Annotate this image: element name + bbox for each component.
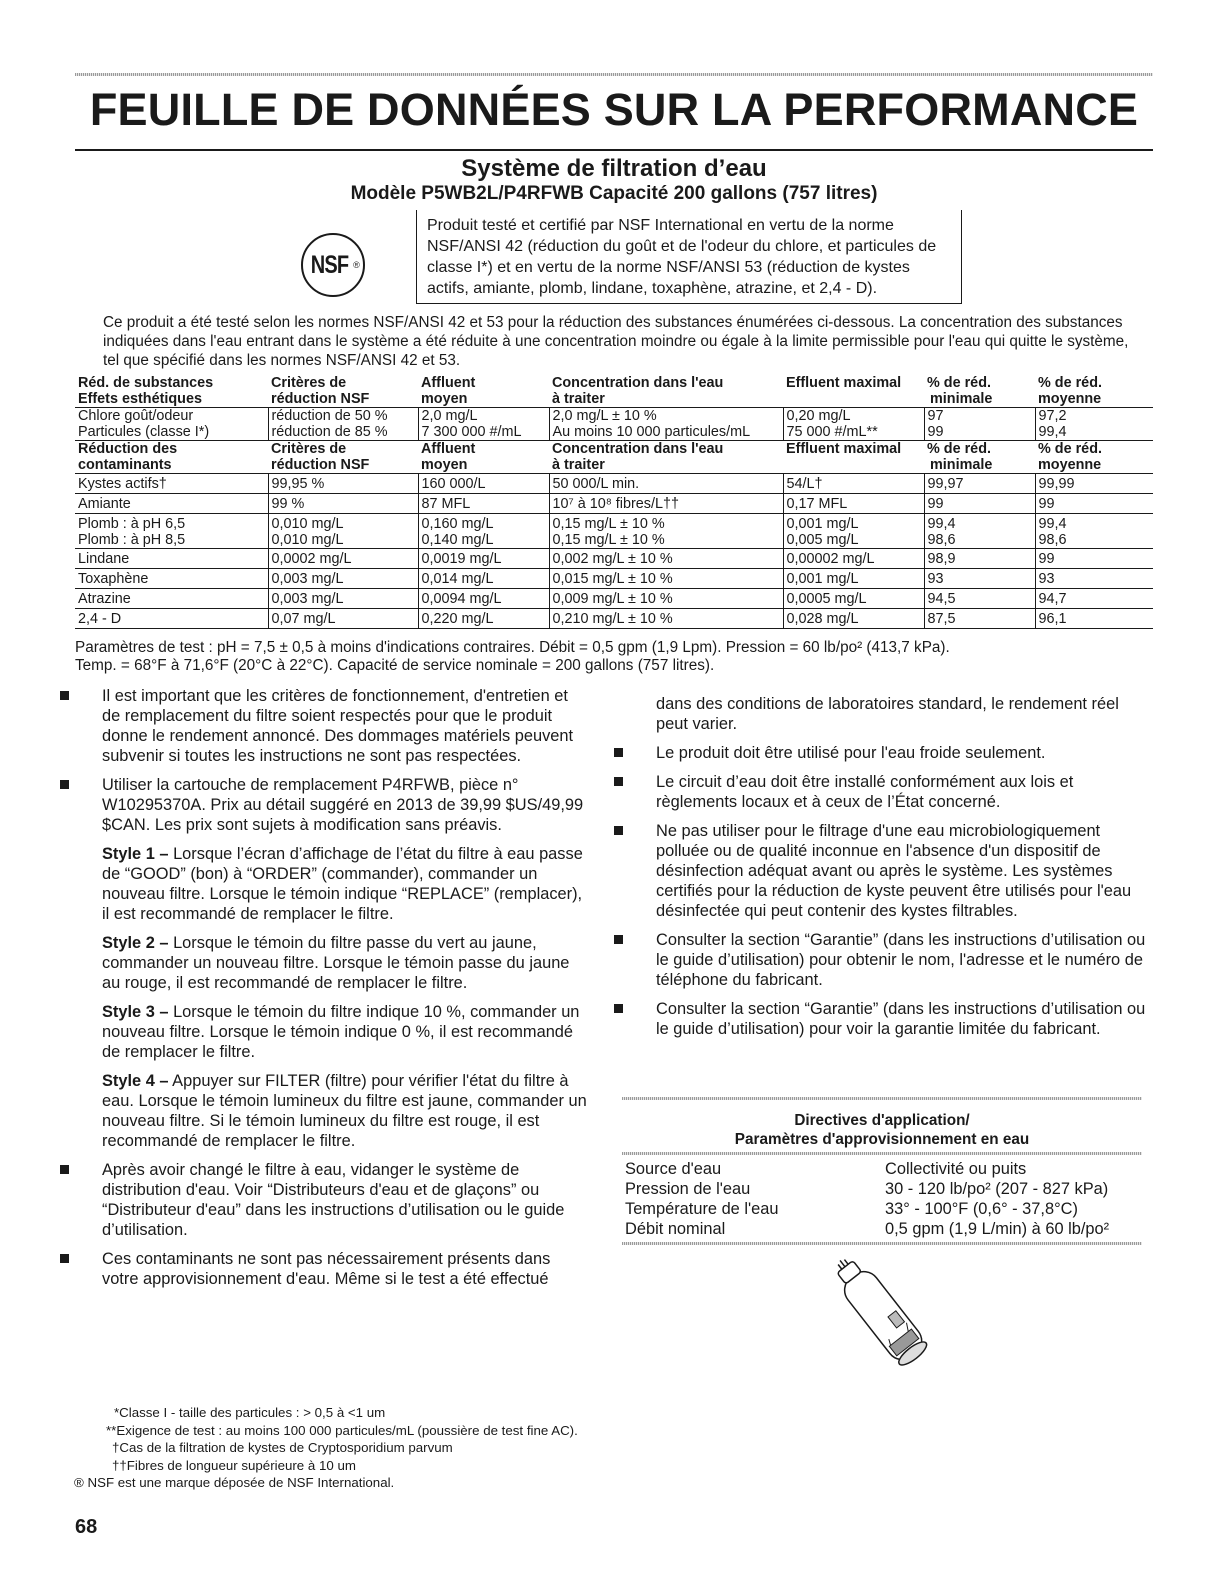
table-cell: 87 MFL <box>418 494 549 514</box>
directives-subtitle: Paramètres d'approvisionnement en eau <box>734 1131 1030 1148</box>
header-cell: minimale <box>930 391 993 407</box>
right-column <box>614 694 1154 1048</box>
table-cell: 7 300 000 #/mL <box>421 424 522 440</box>
top-dotted-rule <box>75 73 1153 76</box>
bullet-icon <box>614 935 623 944</box>
table-cell: 50 000/L min. <box>549 474 783 494</box>
table-cell: 54/L† <box>783 474 924 494</box>
table-cell: 99 % <box>268 494 418 514</box>
table-cell: Plomb : à pH 8,5 <box>78 532 186 548</box>
dotted-rule <box>622 1242 1142 1245</box>
table-cell: Amiante <box>75 494 268 514</box>
table-cell: 0,20 mg/L <box>786 408 851 424</box>
footnote: ® NSF est une marque déposée de NSF International. <box>74 1475 395 1490</box>
filter-cartridge-icon <box>810 1258 960 1378</box>
list-item <box>614 743 1154 763</box>
header-cell: Réd. de substances <box>78 375 214 391</box>
table-cell: 0,015 mg/L ± 10 % <box>549 569 783 589</box>
table-cell: 96,1 <box>1035 609 1153 629</box>
bullet-icon <box>60 1165 69 1174</box>
header-cell: contaminants <box>78 457 172 473</box>
table-cell: 0,17 MFL <box>783 494 924 514</box>
table-row <box>75 609 1153 629</box>
directive-value: 0,5 gpm (1,9 L/min) à 60 lb/po² <box>885 1220 1110 1238</box>
style-text: Lorsque le témoin du filtre indique 10 %, commander un nouveau filtre. Lorsque le témoin indique 0 %, il est recommandé de remplacer le filtre. <box>102 1003 580 1061</box>
list-item <box>60 775 590 835</box>
style-1-paragraph <box>60 844 590 924</box>
list-item-text: Le circuit d’eau doit être installé conformément aux lois et règlements locaux et à ceux de l’État concerné. <box>656 773 1074 811</box>
header-cell: moyenne <box>1038 457 1102 473</box>
table-cell: 0,210 mg/L ± 10 % <box>549 609 783 629</box>
list-item-text: Consulter la section “Garantie” (dans les instructions d’utilisation ou le guide d’utilisation) pour obtenir le nom, l'adresse et le numéro de téléphone du fabricant. <box>656 931 1146 989</box>
header-cell: Concentration dans l'eau <box>552 375 724 391</box>
footnotes <box>74 1404 874 1492</box>
list-item <box>60 686 590 766</box>
header-cell: Affluent <box>421 375 476 391</box>
header-cell: Concentration dans l'eau <box>552 441 724 457</box>
header-cell: Critères de <box>271 375 347 391</box>
certification-box: Produit testé et certifié par NSF International en vertu de la norme NSF/ANSI 42 (réduction du goût et de l'odeur du chlore, et particules de classe I*) et en vertu de la norme NSF/ANSI 53 (réduction de kystes actifs, amiante, plomb, lindane, toxaphène, atrazine, et 2,4 - D). <box>416 210 962 304</box>
style-4-paragraph <box>60 1071 590 1151</box>
table-cell: Lindane <box>75 549 268 569</box>
bullet-icon <box>614 748 623 757</box>
table-cell: 0,00002 mg/L <box>783 549 924 569</box>
bullet-icon <box>614 777 623 786</box>
style-3-paragraph <box>60 1002 590 1062</box>
header-cell: Effluent maximal <box>786 375 902 391</box>
directive-row <box>622 1219 1142 1239</box>
table-cell: 0,160 mg/L <box>421 516 494 532</box>
page-title: FEUILLE DE DONNÉES SUR LA PERFORMANCE <box>89 84 1139 135</box>
list-item-text: Utiliser la cartouche de remplacement P4RFWB, pièce n° W10295370A. Prix au détail suggéré en 2013 de 39,99 $US/49,99 $CAN. Les prix sont sujets à modification sans préavis. <box>102 776 584 834</box>
nsf-logo-text: NSF <box>310 250 349 279</box>
table-cell: 0,220 mg/L <box>418 609 549 629</box>
table-cell: 2,4 - D <box>75 609 268 629</box>
table-cell: 99,97 <box>924 474 1035 494</box>
table-cell: 99,99 <box>1035 474 1153 494</box>
header-cell: réduction NSF <box>271 457 370 473</box>
style-label: Style 1 – <box>102 845 169 863</box>
list-item-text: Ces contaminants ne sont pas nécessairement présents dans votre approvisionnement d'eau. Même si le test a été effectué <box>102 1250 551 1288</box>
list-item <box>614 930 1154 990</box>
list-item-text: Après avoir changé le filtre à eau, vidanger le système de distribution d'eau. Voir “Distributeurs d'eau et de glaçons” ou “Distributeur d'eau” dans les instructions d’utilisation ou le guide d’utilisation. <box>102 1161 565 1239</box>
table-cell: 0,15 mg/L ± 10 % <box>552 516 665 532</box>
list-item <box>614 821 1154 921</box>
style-label: Style 3 – <box>102 1003 169 1021</box>
table-row <box>75 408 1153 441</box>
header-cell: % de réd. <box>927 375 991 391</box>
style-text: Appuyer sur FILTER (filtre) pour vérifier l'état du filtre à eau. Lorsque le témoin lumineux du filtre est jaune, commander un nouveau filtre. Si le témoin lumineux du filtre est rouge, il est recommandé de remplacer le filtre. <box>102 1072 587 1150</box>
footnote: **Exigence de test : au moins 100 000 particules/mL (poussière de test fine AC). <box>106 1422 578 1438</box>
table-cell: 99,4 <box>927 516 956 532</box>
table-cell: 10⁷ à 10⁸ fibres/L†† <box>549 494 783 514</box>
table-cell: 93 <box>924 569 1035 589</box>
table-cell: 0,140 mg/L <box>421 532 494 548</box>
table-cell: 99 <box>1035 549 1153 569</box>
header-cell: Réduction des <box>78 441 178 457</box>
table-cell: 97,2 <box>1038 408 1067 424</box>
application-directives <box>622 1097 1142 1245</box>
table-cell: 0,005 mg/L <box>786 532 859 548</box>
table-cell: Atrazine <box>75 589 268 609</box>
style-text: Lorsque le témoin du filtre passe du vert au jaune, commander un nouveau filtre. Lorsque le témoin passe du jaune au rouge, il est recommandé de remplacer le filtre. <box>102 934 570 992</box>
table-cell: 0,010 mg/L <box>271 532 344 548</box>
table-cell: 99,95 % <box>268 474 418 494</box>
table-row <box>75 474 1153 494</box>
header-cell: Affluent <box>421 441 476 457</box>
table-cell: 98,6 <box>1038 532 1067 548</box>
table-cell: Au moins 10 000 particules/mL <box>552 424 751 440</box>
table-cell: 0,009 mg/L ± 10 % <box>549 589 783 609</box>
table-cell: 0,003 mg/L <box>268 569 418 589</box>
table-cell: Chlore goût/odeur <box>78 408 194 424</box>
header-cell: minimale <box>930 457 993 473</box>
header-cell: % de réd. <box>1038 375 1102 391</box>
table-cell: Kystes actifs† <box>75 474 268 494</box>
bullet-icon <box>60 691 69 700</box>
style-2-paragraph <box>60 933 590 993</box>
test-parameters <box>75 639 1153 675</box>
dotted-rule <box>622 1152 1142 1155</box>
bullet-icon <box>614 826 623 835</box>
list-item-text: Le produit doit être utilisé pour l'eau froide seulement. <box>656 744 1046 762</box>
table-cell: 99 <box>924 494 1035 514</box>
table-cell: 94,5 <box>924 589 1035 609</box>
table-cell: 0,0019 mg/L <box>418 549 549 569</box>
footnote: †Cas de la filtration de kystes de Cryptosporidium parvum <box>112 1440 453 1455</box>
table-cell: 0,014 mg/L <box>418 569 549 589</box>
header-cell: réduction NSF <box>271 391 370 407</box>
directives-rows <box>622 1159 1142 1239</box>
header-cell: à traiter <box>552 457 605 473</box>
table-cell: 0,010 mg/L <box>271 516 344 532</box>
bullet-icon <box>60 780 69 789</box>
table-row <box>75 514 1153 549</box>
table-cell: 160 000/L <box>418 474 549 494</box>
directive-key: Pression de l'eau <box>625 1180 751 1198</box>
list-item-text: Consulter la section “Garantie” (dans les instructions d’utilisation ou le guide d’utilisation) pour voir la garantie limitée du fabricant. <box>656 1000 1146 1038</box>
table-cell: Plomb : à pH 6,5 <box>78 516 186 532</box>
directive-key: Température de l'eau <box>625 1200 779 1218</box>
performance-table <box>75 375 1153 629</box>
table-cell: réduction de 85 % <box>271 424 388 440</box>
table-cell: 94,7 <box>1035 589 1153 609</box>
system-subtitle: Système de filtration d’eau <box>461 155 767 182</box>
table-cell: Particules (classe I*) <box>78 424 210 440</box>
bullet-icon <box>614 1004 623 1013</box>
table-cell: 0,0094 mg/L <box>418 589 549 609</box>
table-cell: 87,5 <box>924 609 1035 629</box>
table-cell: 99,4 <box>1038 516 1067 532</box>
directive-value: 30 - 120 lb/po² (207 - 827 kPa) <box>885 1180 1109 1198</box>
table-cell: 99,4 <box>1038 424 1067 440</box>
table-cell: 0,028 mg/L <box>783 609 924 629</box>
list-item <box>60 1160 590 1240</box>
header-cell: Critères de <box>271 441 347 457</box>
table-cell: 99 <box>1035 494 1153 514</box>
table-row <box>75 494 1153 514</box>
table-cell: 0,001 mg/L <box>783 569 924 589</box>
list-item <box>614 999 1154 1039</box>
title-rule <box>75 149 1153 151</box>
list-item <box>614 772 1154 812</box>
table-cell: réduction de 50 % <box>271 408 388 424</box>
intro-paragraph: Ce produit a été testé selon les normes NSF/ANSI 42 et 53 pour la réduction des substances énumérées ci-dessous. La concentration des substances indiquées dans l'eau entrant dans le système a été réduite à une concentration moindre ou égale à la limite permissible pour l'eau qui quitte le système, tel que spécifié dans les normes NSF/ANSI 42 et 53. <box>103 314 1129 369</box>
test-parameters-line: Temp. = 68°F à 71,6°F (20°C à 22°C). Capacité de service nominale = 200 gallons (757 litres). <box>75 657 715 674</box>
directive-row <box>622 1159 1142 1179</box>
table-cell: 93 <box>1035 569 1153 589</box>
header-cell: Effets esthétiques <box>78 391 202 407</box>
directive-value: Collectivité ou puits <box>885 1160 1027 1178</box>
left-column <box>60 686 590 1298</box>
table-cell: 2,0 mg/L <box>421 408 478 424</box>
style-label: Style 2 – <box>102 934 169 952</box>
model-subtitle: Modèle P5WB2L/P4RFWB Capacité 200 gallons (757 litres) <box>350 183 878 204</box>
directive-value: 33° - 100°F (0,6° - 37,8°C) <box>885 1200 1078 1218</box>
table-cell: 0,0002 mg/L <box>268 549 418 569</box>
nsf-logo-icon <box>301 233 365 297</box>
directive-row <box>622 1179 1142 1199</box>
table-cell: Toxaphène <box>75 569 268 589</box>
test-parameters-line: Paramètres de test : pH = 7,5 ± 0,5 à moins d'indications contraires. Débit = 0,5 gpm (1,9 Lpm). Pression = 60 lb/po² (413,7 kPa). <box>75 639 950 656</box>
table-header-contaminants <box>75 441 1153 474</box>
dotted-rule <box>622 1097 1142 1100</box>
header-cell: moyen <box>421 391 468 407</box>
table-cell: 0,002 mg/L ± 10 % <box>549 549 783 569</box>
table-cell: 97 <box>927 408 944 424</box>
bullet-icon <box>60 1254 69 1263</box>
header-cell: % de réd. <box>927 441 991 457</box>
style-label: Style 4 – <box>102 1072 169 1090</box>
table-row <box>75 589 1153 609</box>
style-text: Lorsque l’écran d’affichage de l’état du filtre à eau passe de “GOOD” (bon) à “ORDER” (commander), commander un nouveau filtre. Lorsque le témoin indique “REPLACE” (remplacer), il est recommandé de remplacer le filtre. <box>102 845 583 923</box>
directive-key: Débit nominal <box>625 1220 726 1238</box>
directives-title: Directives d'application/ <box>794 1112 970 1129</box>
table-row <box>75 569 1153 589</box>
table-cell: 0,07 mg/L <box>268 609 418 629</box>
table-cell: 0,0005 mg/L <box>783 589 924 609</box>
continued-text: dans des conditions de laboratoires standard, le rendement réel peut varier. <box>656 695 1119 733</box>
table-cell: 0,003 mg/L <box>268 589 418 609</box>
header-cell: % de réd. <box>1038 441 1102 457</box>
table-cell: 0,15 mg/L ± 10 % <box>552 532 665 548</box>
table-cell: 0,001 mg/L <box>786 516 859 532</box>
header-cell: moyen <box>421 457 468 473</box>
table-cell: 75 000 #/mL** <box>786 424 878 440</box>
footnote: ††Fibres de longueur supérieure à 10 um <box>112 1457 356 1473</box>
header-cell: Effluent maximal <box>786 441 902 457</box>
directive-key: Source d'eau <box>625 1160 722 1178</box>
footnote: *Classe I - taille des particules : > 0,5 à <1 um <box>114 1405 386 1420</box>
header-cell: à traiter <box>552 391 605 407</box>
table-header-aesthetic <box>75 375 1153 408</box>
table-cell: 2,0 mg/L ± 10 % <box>552 408 657 424</box>
list-item-text: Ne pas utiliser pour le filtrage d'une eau microbiologiquement polluée ou de qualité inconnue en l'absence d'un dispositif de désinfection adéquat avant ou après le système. Les systèmes certifiés pour la réduction de kyste peuvent être utilisés pour l'eau désinfectée qui peut contenir des kystes filtrables. <box>656 822 1132 920</box>
header-cell: moyenne <box>1038 391 1102 407</box>
nsf-logo-mark: ® <box>353 260 360 270</box>
page-number: 68 <box>75 1516 98 1538</box>
table-cell: 98,9 <box>924 549 1035 569</box>
directive-row <box>622 1199 1142 1219</box>
table-row <box>75 549 1153 569</box>
list-item-text: Il est important que les critères de fonctionnement, d'entretien et de remplacement du filtre soient respectés pour que le produit donne le rendement annoncé. Des dommages matériels peuvent subvenir si toutes les instructions ne sont pas respectées. <box>102 687 574 765</box>
table-cell: 99 <box>927 424 944 440</box>
table-cell: 98,6 <box>927 532 956 548</box>
list-item <box>60 1249 590 1289</box>
